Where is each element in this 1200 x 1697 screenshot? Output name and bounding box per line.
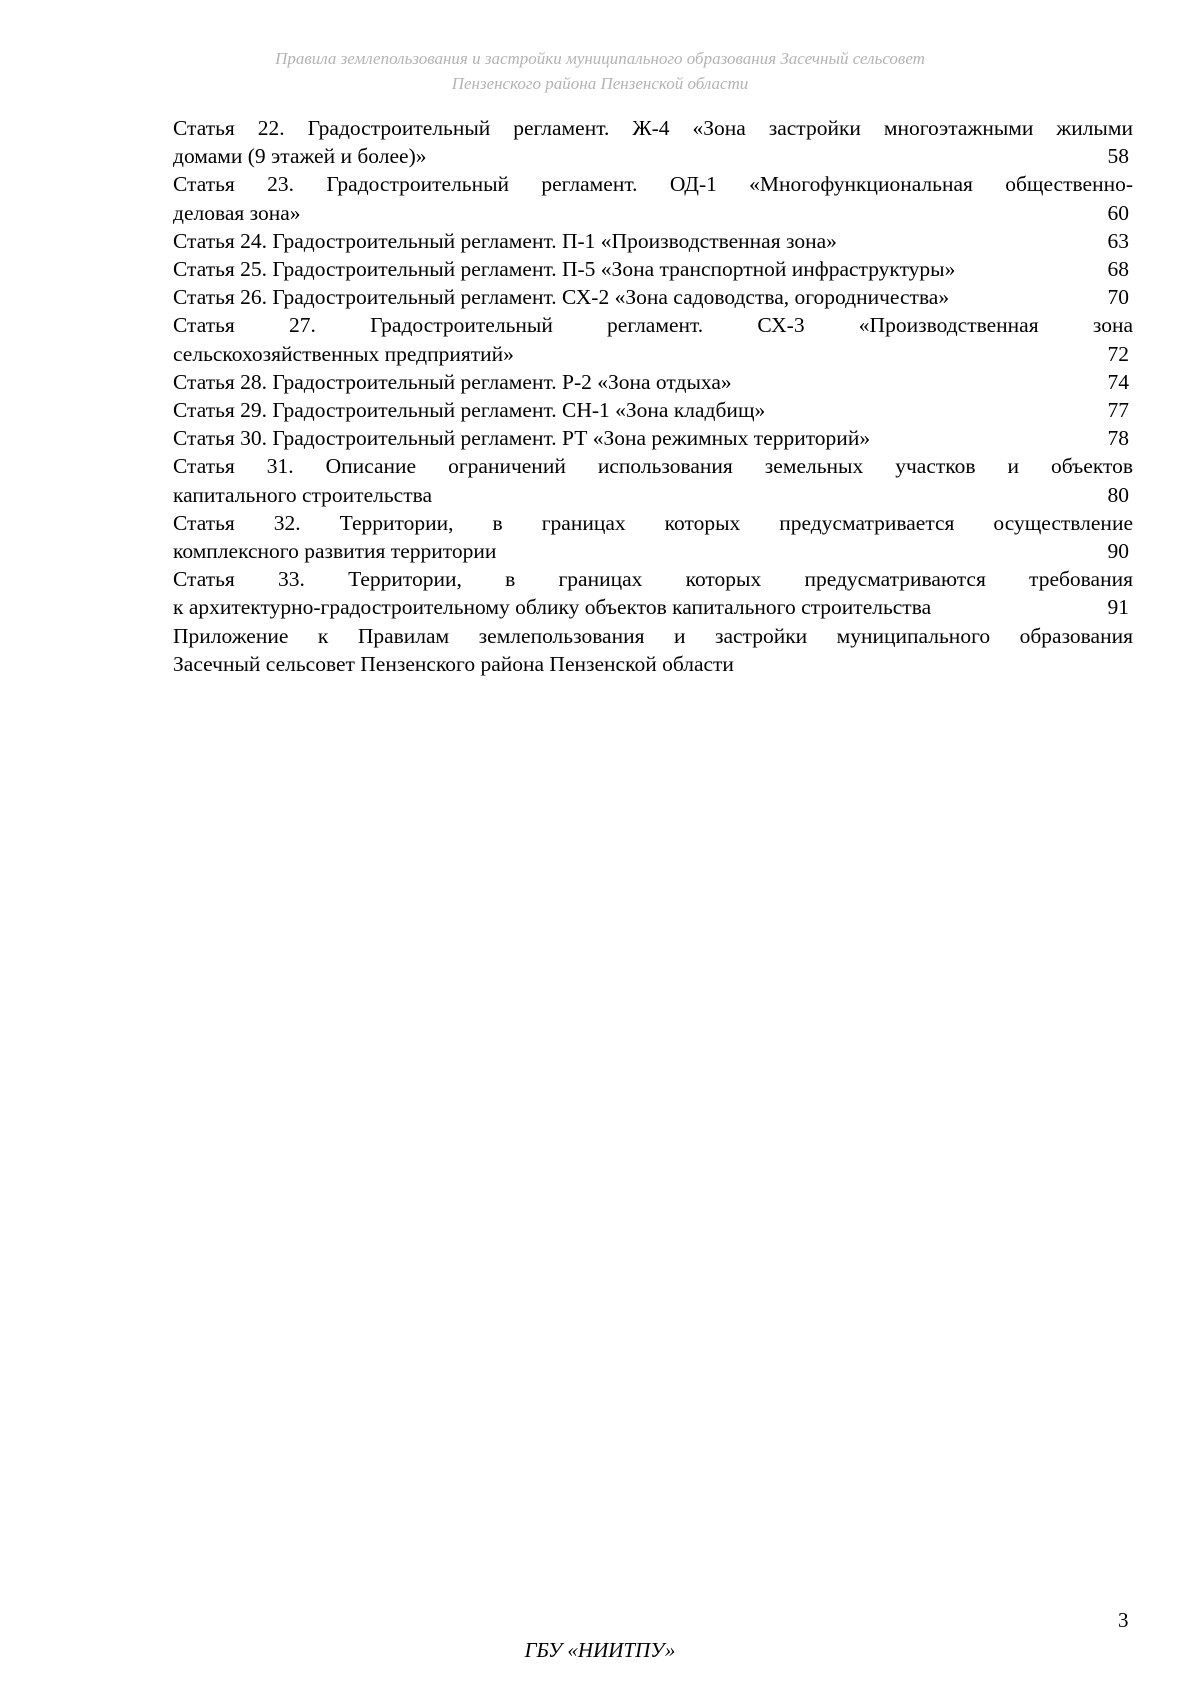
toc-entry-page: 74 <box>1107 369 1129 394</box>
toc-entry-page: 77 <box>1107 398 1129 423</box>
toc-entry-page: 58 <box>1107 144 1129 169</box>
toc-entry[interactable] <box>173 565 1133 621</box>
toc-entry-page: 91 <box>1107 595 1129 620</box>
toc-entry-line: Статья 23. Градостроительный регламент. ОД-1 «Многофункциональная общественно- <box>173 172 1133 197</box>
toc-entry-line: Засечный сельсовет Пензенского района Пензенской области <box>173 651 734 676</box>
toc-entry[interactable] <box>173 509 1133 565</box>
toc-entry[interactable] <box>173 452 1133 508</box>
toc-entry-line: Статья 25. Градостроительный регламент. П-5 «Зона транспортной инфраструктуры» <box>173 257 956 282</box>
toc-entry[interactable] <box>173 114 1133 170</box>
toc-entry-page: 60 <box>1107 200 1129 225</box>
toc-entry-line: домами (9 этажей и более)» <box>173 144 427 169</box>
toc-entry-line: Статья 31. Описание ограничений использования земельных участков и объектов <box>173 454 1133 479</box>
toc-entry[interactable] <box>173 283 1133 311</box>
toc-entry-line: Приложение к Правилам землепользования и застройки муниципального образования <box>173 623 1133 648</box>
toc-entry-page: 68 <box>1107 257 1129 282</box>
toc-entry-line: Статья 32. Территории, в границах которых предусматривается осуществление <box>173 510 1133 535</box>
toc-entry-line: сельскохозяйственных предприятий» <box>173 341 514 366</box>
header-line-1: Правила землепользования и застройки муниципального образования Засечный сельсовет <box>275 49 925 68</box>
toc-entry-page: 90 <box>1107 539 1129 564</box>
toc-entry-line: Статья 24. Градостроительный регламент. П-1 «Производственная зона» <box>173 228 837 253</box>
toc-entry[interactable] <box>173 227 1133 255</box>
page-header <box>0 46 1200 96</box>
toc-entry[interactable] <box>173 368 1133 396</box>
toc-entry-page: 70 <box>1107 285 1129 310</box>
toc-entry-page: 80 <box>1107 482 1129 507</box>
toc-entry-line: Статья 22. Градостроительный регламент. Ж-4 «Зона застройки многоэтажными жилыми <box>173 116 1133 140</box>
toc-entry-line: Статья 29. Градостроительный регламент. СН-1 «Зона кладбищ» <box>173 398 766 423</box>
toc-entry-line: Статья 33. Территории, в границах которых предусматриваются требования <box>173 567 1133 592</box>
toc-entry-line: деловая зона» <box>173 200 301 225</box>
toc-entry-line: Статья 28. Градостроительный регламент. Р-2 «Зона отдыха» <box>173 369 732 394</box>
toc-entry[interactable] <box>173 311 1133 367</box>
toc-entry-line: Статья 27. Градостроительный регламент. СХ-3 «Производственная зона <box>173 313 1133 338</box>
toc-entry[interactable] <box>173 255 1133 283</box>
toc-entry-line: Статья 26. Градостроительный регламент. СХ-2 «Зона садоводства, огородничества» <box>173 285 950 310</box>
toc-entry-page: 78 <box>1107 426 1129 451</box>
toc-entry-page: 63 <box>1107 228 1129 253</box>
header-line-2: Пензенского района Пензенской области <box>451 74 749 93</box>
table-of-contents <box>173 114 1133 678</box>
toc-entry[interactable] <box>173 170 1133 226</box>
toc-entry[interactable] <box>173 424 1133 452</box>
toc-entry[interactable] <box>173 622 1133 678</box>
toc-entry-line: к архитектурно-градостроительному облику объектов капитального строительства <box>173 595 932 620</box>
toc-entry[interactable] <box>173 396 1133 424</box>
footer-organization: ГБУ «НИИТПУ» <box>524 1638 676 1662</box>
toc-entry-page: 72 <box>1107 341 1129 366</box>
page-number: 3 <box>1118 1608 1129 1632</box>
toc-entry-line: комплексного развития территории <box>173 539 497 564</box>
toc-entry-line: капитального строительства <box>173 482 433 507</box>
toc-entry-line: Статья 30. Градостроительный регламент. РТ «Зона режимных территорий» <box>173 426 871 451</box>
